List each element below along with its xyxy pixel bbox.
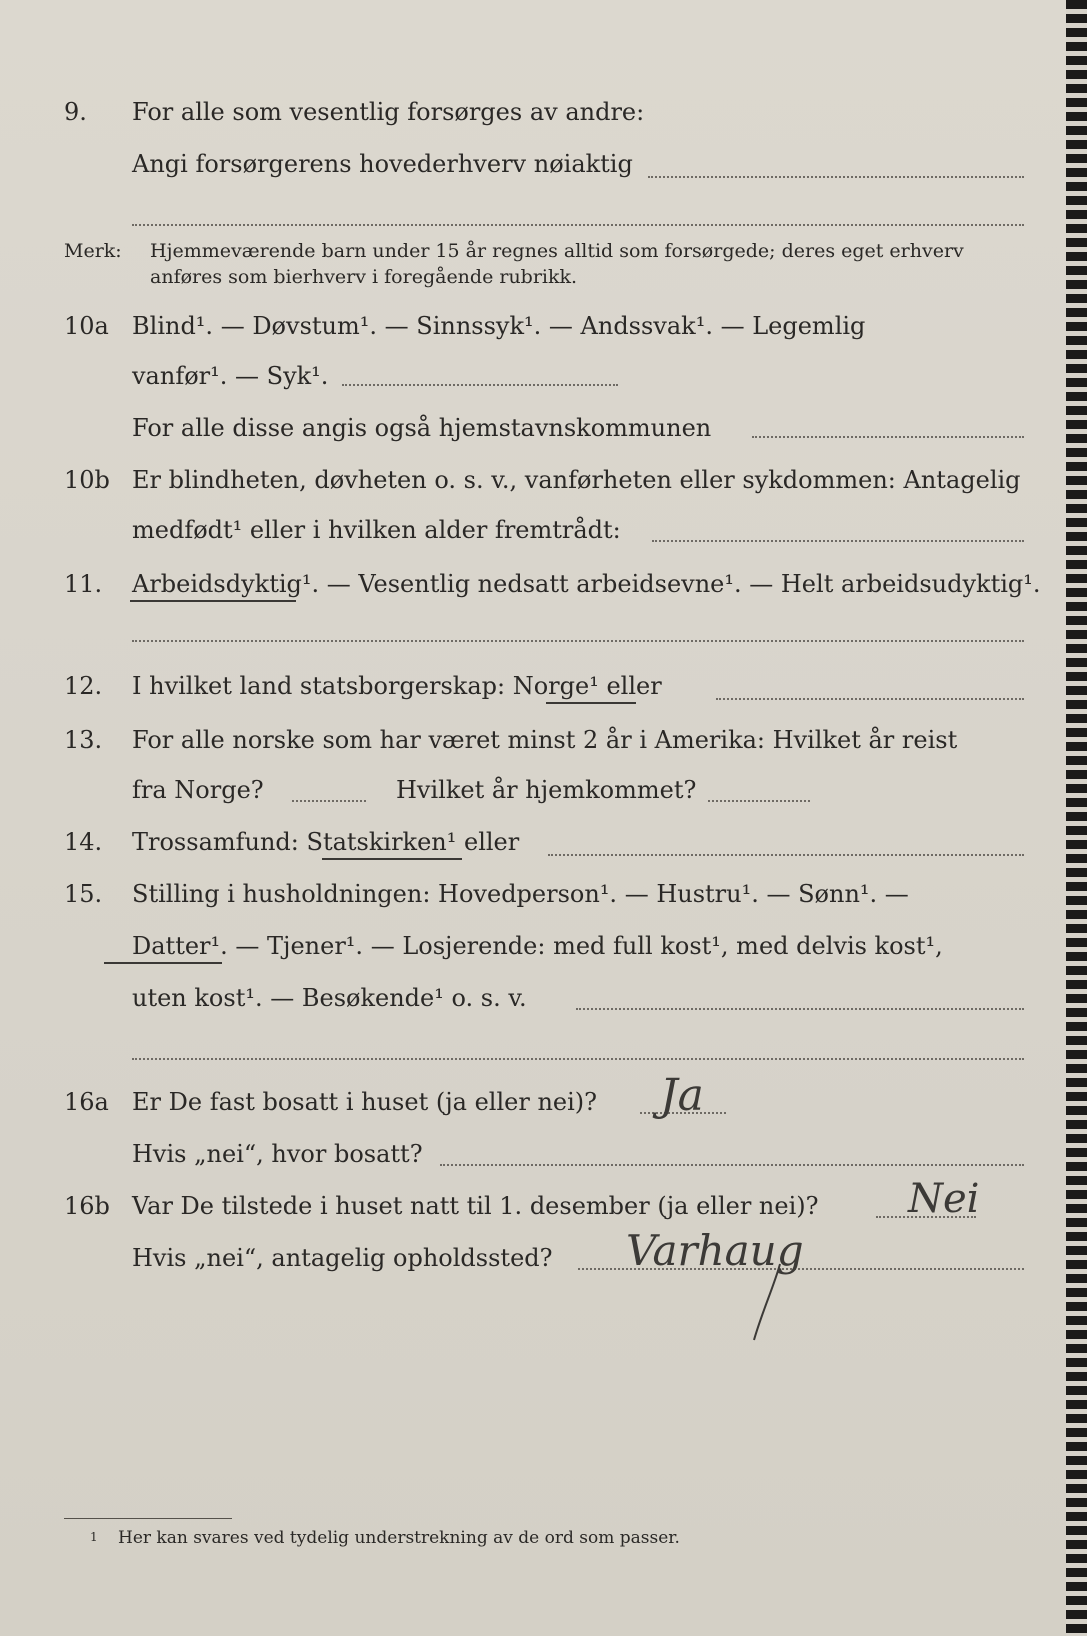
q15-handwritten-underline [104, 962, 222, 964]
q15-line2: Datter¹. — Tjener¹. — Losjerende: med full kost¹, med delvis kost¹, [132, 932, 943, 960]
q11-handwritten-underline [130, 600, 296, 602]
q15-answer-line[interactable] [576, 1008, 1024, 1010]
q13-line2b: Hvilket år hjemkommet? [396, 776, 697, 804]
q9-row2 [0, 150, 1066, 190]
q13-row [0, 726, 1066, 766]
q10b-number: 10b [64, 466, 110, 494]
q11-text: Arbeidsdyktig¹. — Vesentlig nedsatt arbeidsevne¹. — Helt arbeidsudyktig¹. [132, 570, 1041, 598]
q13-row2 [0, 776, 1066, 816]
q11-extra-line[interactable] [132, 640, 1024, 642]
footnote-rule [64, 1518, 232, 1519]
q9-row [0, 98, 1066, 138]
q10a-row3 [0, 414, 1066, 454]
q10a-row [0, 312, 1066, 352]
q14-row [0, 828, 1066, 868]
q10b-line2: medfødt¹ eller i hvilken alder fremtrådt: [132, 516, 621, 544]
q10a-line1: Blind¹. — Døvstum¹. — Sinnssyk¹. — Andssvak¹. — Legemlig [132, 312, 866, 340]
q16a-number: 16a [64, 1088, 109, 1116]
q10a-kommune-line[interactable] [752, 436, 1024, 438]
q9-line1: For alle som vesentlig forsørges av andre: [132, 98, 645, 126]
perforated-edge [1066, 0, 1087, 1636]
q13-hjemkommet-line[interactable] [708, 800, 810, 802]
q16b-handwritten-answer1: Nei [908, 1176, 980, 1222]
q15-number: 15. [64, 880, 103, 908]
q13-number: 13. [64, 726, 103, 754]
footnote-text: Her kan svares ved tydelig understrekning av de ord som passer. [118, 1528, 680, 1548]
q10b-row [0, 466, 1066, 506]
q10a-line3: For alle disse angis også hjemstavnskommunen [132, 414, 712, 442]
q12-answer-line[interactable] [716, 698, 1024, 700]
q11-row [0, 570, 1066, 610]
q14-number: 14. [64, 828, 103, 856]
q16b-line1: Var De tilstede i huset natt til 1. desember (ja eller nei)? [132, 1192, 819, 1220]
q16b-line2: Hvis „nei“, antagelig opholdssted? [132, 1244, 553, 1272]
q10a-row2 [0, 362, 1066, 402]
q10b-line1: Er blindheten, døvheten o. s. v., vanførheten eller sykdommen: Antagelig [132, 466, 1021, 494]
merk-line2: anføres som bierhverv i foregående rubrikk. [150, 266, 578, 288]
q13-line2a: fra Norge? [132, 776, 264, 804]
q13-line1: For alle norske som har været minst 2 år i Amerika: Hvilket år reist [132, 726, 958, 754]
merk-label: Merk: [64, 240, 122, 262]
q16a-row2 [0, 1140, 1066, 1180]
q10a-line2: vanfør¹. — Syk¹. [132, 362, 329, 390]
q16b-row2 [0, 1244, 1066, 1284]
q15-extra-line[interactable] [132, 1058, 1024, 1060]
q11-number: 11. [64, 570, 103, 598]
merk-line1: Hjemmeværende barn under 15 år regnes alltid som forsørgede; deres eget erhverv [150, 240, 964, 262]
q12-row [0, 672, 1066, 712]
q16a-bosatt-line[interactable] [440, 1164, 1024, 1166]
q15-line3: uten kost¹. — Besøkende¹ o. s. v. [132, 984, 527, 1012]
q9-number: 9. [64, 98, 87, 126]
q16a-line1: Er De fast bosatt i huset (ja eller nei)? [132, 1088, 598, 1116]
q16b-number: 16b [64, 1192, 110, 1220]
q9-extra-line[interactable] [132, 224, 1024, 226]
footnote-mark: 1 [90, 1530, 98, 1544]
q15-row3 [0, 984, 1066, 1024]
q9-answer-line[interactable] [648, 176, 1024, 178]
q15-row [0, 880, 1066, 920]
q16b-row [0, 1192, 1066, 1232]
q14-handwritten-underline [322, 858, 462, 860]
q10a-number: 10a [64, 312, 109, 340]
q14-text: Trossamfund: Statskirken¹ eller [132, 828, 520, 856]
q12-handwritten-underline [546, 702, 636, 704]
q15-line1: Stilling i husholdningen: Hovedperson¹. — Hustru¹. — Sønn¹. — [132, 880, 909, 908]
q16a-row [0, 1088, 1066, 1128]
q9-line2: Angi forsørgerens hovederhverv nøiaktig [132, 150, 633, 178]
q14-answer-line[interactable] [548, 854, 1024, 856]
q10b-answer-line[interactable] [652, 540, 1024, 542]
q13-reist-line[interactable] [292, 800, 366, 802]
handwriting-tail-stroke [740, 1256, 800, 1346]
q15-row2 [0, 932, 1066, 972]
q16a-handwritten-answer: Ja [660, 1070, 704, 1121]
q16b-handwritten-answer2: Varhaug [626, 1226, 804, 1275]
merk-row2 [0, 266, 1066, 296]
q10a-answer-line[interactable] [342, 384, 618, 386]
q12-text: I hvilket land statsborgerskap: Norge¹ eller [132, 672, 662, 700]
q12-number: 12. [64, 672, 103, 700]
q10b-row2 [0, 516, 1066, 556]
q16a-line2: Hvis „nei“, hvor bosatt? [132, 1140, 423, 1168]
